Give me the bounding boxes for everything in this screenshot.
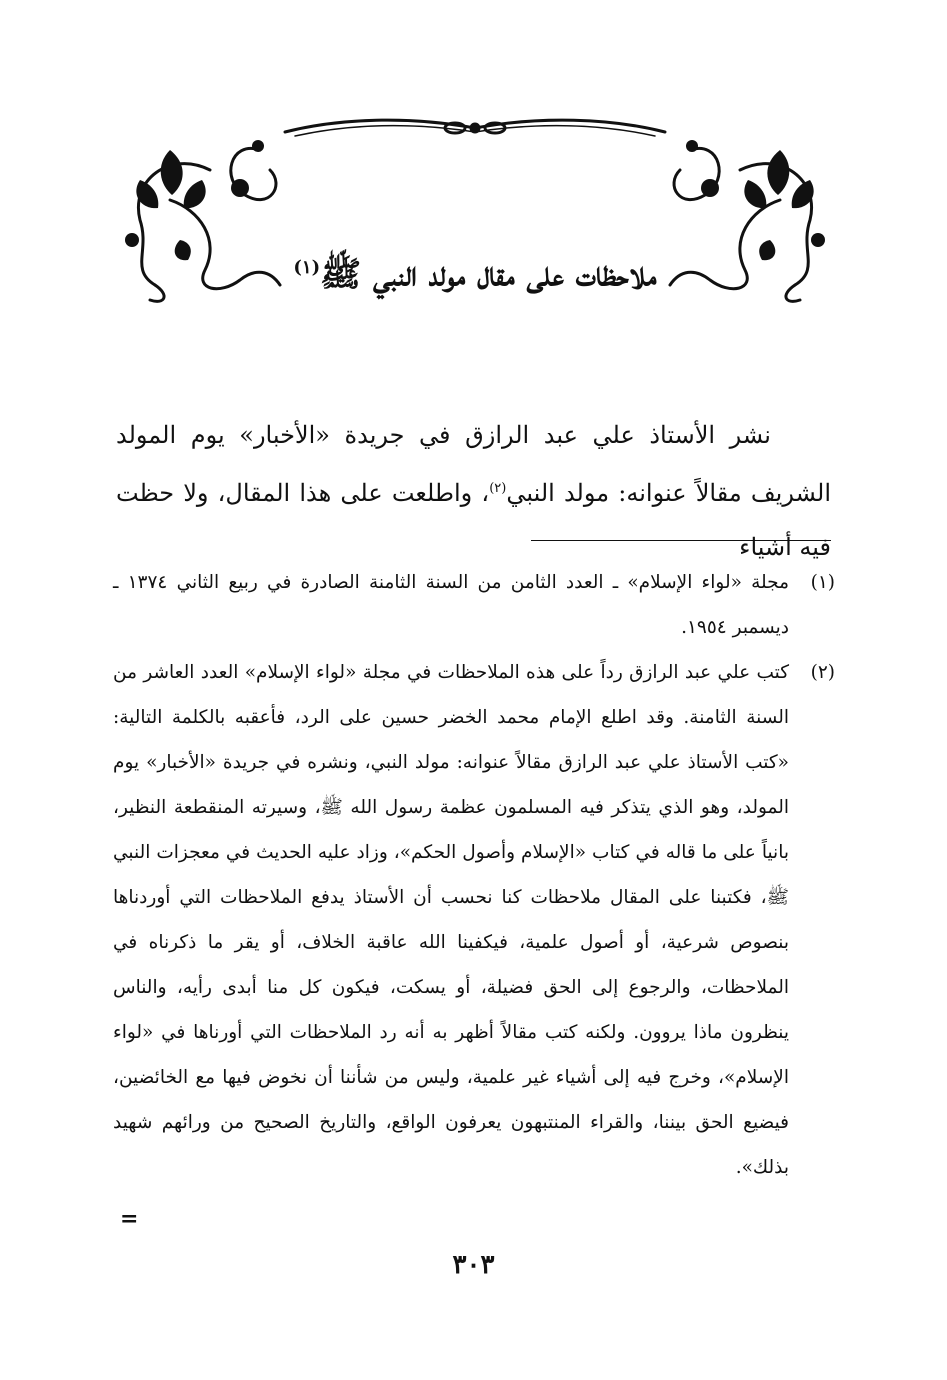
continuation-mark: = bbox=[120, 1206, 139, 1232]
title-footnote-ref: (١) bbox=[293, 257, 321, 278]
footnotes bbox=[113, 560, 835, 1190]
footnote-2-number: (٢) bbox=[810, 662, 835, 683]
footnote-2 bbox=[113, 650, 835, 1190]
footnote-1-number: (١) bbox=[810, 572, 835, 593]
footnote-1-text: مجلة «لواء الإسلام» ـ العدد الثامن من السنة الثامنة الصادرة في ربيع الثاني ١٣٧٤ ـ ديسمبر ١٩٥٤. bbox=[113, 572, 789, 638]
body-text-part2: ، واطلعت على هذا المقال، ولا حظت فيه أشياء bbox=[116, 479, 831, 561]
body-text-part1: نشر الأستاذ علي عبد الرازق في جريدة «الأخبار» يوم المولد الشريف مقالاً عنوانه: مولد النبي bbox=[116, 421, 831, 507]
page-number: ٣٠٣ bbox=[452, 1250, 495, 1280]
body-paragraph bbox=[116, 408, 831, 574]
body-footnote-ref: (٢) bbox=[489, 481, 507, 496]
footnote-1 bbox=[113, 560, 835, 650]
footnote-separator bbox=[531, 540, 831, 541]
chapter-title-text: ملاحظات على مقال مولد النبي ﷺ bbox=[320, 254, 657, 295]
chapter-title bbox=[230, 238, 720, 304]
footnote-2-text: كتب علي عبد الرازق رداً على هذه الملاحظات في مجلة «لواء الإسلام» العدد العاشر من السنة الثامنة. وقد اطلع الإمام محمد الخضر حسين على الرد، فأعقبه بالكلمة التالية: «كتب الأستاذ علي عبد الرازق مقالاً عنوانه: مولد النبي، ونشره في جريدة «الأخبار» يوم المولد، وهو الذي يتذكر فيه المسلمون عظمة رسول الله ﷺ، وسيرته المنقطعة النظير، بانياً على ما قاله في كتاب «الإسلام وأصول الحكم»، وزاد عليه الحديث في معجزات النبي ﷺ، فكتبنا على المقال ملاحظات كنا نحسب أن الأستاذ يدفع الملاحظات التي أوردناها بنصوص شرعية، أو أصول علمية، فيكفينا الله عاقبة الخلاف، أو يقر ما ذكرناه في الملاحظات، والرجوع إلى الحق فضيلة، أو يسكت، فيكون كل منا أبدى رأيه، والناس ينظرون ماذا يروون. ولكنه كتب مقالاً أظهر به أنه رد الملاحظات التي أورناها في «لواء الإسلام»، وخرج فيه إلى أشياء غير علمية، وليس من شأننا أن نخوض فيها مع الخائضين، فيضيع الحق بيننا، والقراء المنتبهون يعرفون الواقع، والتاريخ الصحيح من ورائهم شهيد بذلك». bbox=[113, 662, 789, 1178]
